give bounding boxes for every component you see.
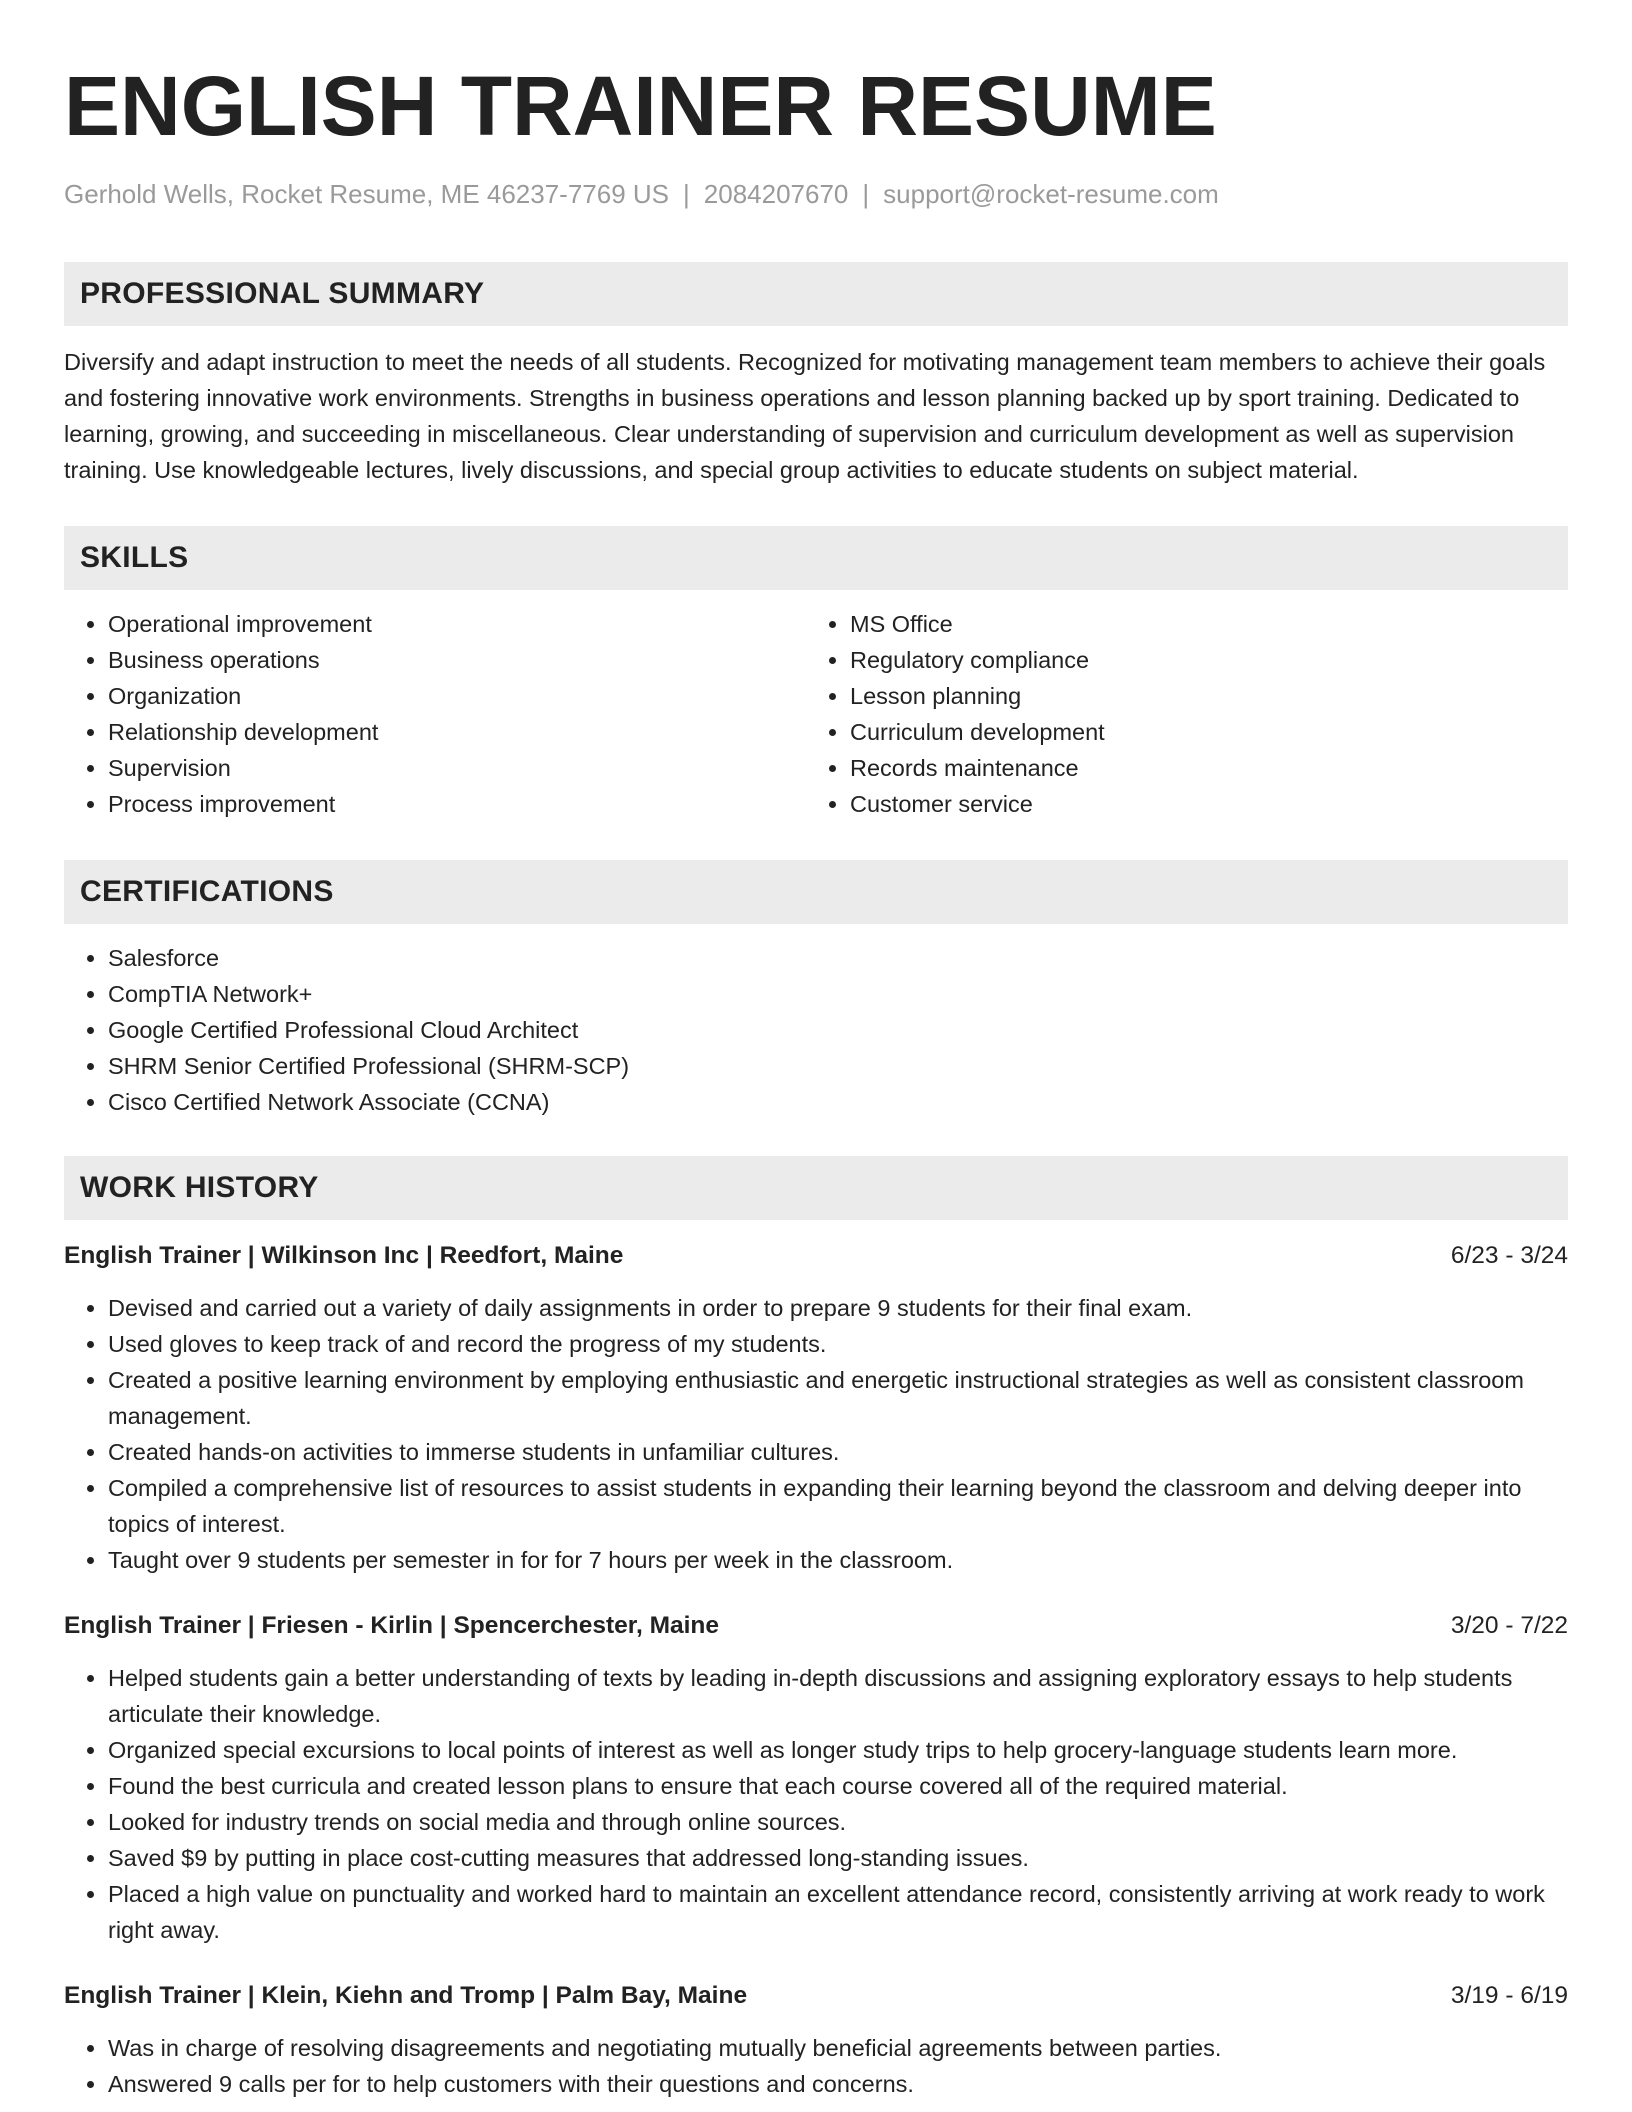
job-header	[64, 1608, 1568, 1644]
certifications-heading: CERTIFICATIONS	[80, 874, 334, 908]
job-bullet: • Found the best curricula and created lesson plans to ensure that each course covered all of the required material.	[108, 1768, 1568, 1804]
skill-item: • Organization	[108, 678, 806, 714]
job-bullets	[64, 1660, 1568, 1948]
job-bullet: • Devised and carried out a variety of daily assignments in order to prepare 9 students for their final exam.	[108, 1290, 1568, 1326]
skills-section	[64, 526, 1568, 822]
job-dates: 6/23 - 3/24	[1450, 1241, 1568, 1269]
job-dates: 3/20 - 7/22	[1450, 1611, 1568, 1639]
contact-email: support@rocket-resume.com	[883, 179, 1219, 209]
skill-item: • Regulatory compliance	[850, 642, 1548, 678]
skill-item: • Customer service	[850, 786, 1548, 822]
job-bullet: • Placed a high value on punctuality and worked hard to maintain an excellent attendance record, consistently arriving at work ready to work right away.	[108, 1876, 1568, 1948]
skill-item: • Process improvement	[108, 786, 806, 822]
job-bullet: • Helped students gain a better understanding of texts by leading in-depth discussions and assigning exploratory essays to help students articulate their knowledge.	[108, 1660, 1568, 1732]
contact-address: Gerhold Wells, Rocket Resume, ME 46237-7769 US	[64, 179, 670, 209]
job-bullet: • Used gloves to keep track of and record the progress of my students.	[108, 1326, 1568, 1362]
skill-item: • Records maintenance	[850, 750, 1548, 786]
skill-item: • Operational improvement	[108, 606, 806, 642]
skill-item: • Curriculum development	[850, 714, 1548, 750]
skills-heading: SKILLS	[80, 540, 189, 574]
section-header	[64, 262, 1568, 326]
resume-title: ENGLISH TRAINER RESUME	[64, 59, 1217, 153]
job-title: English Trainer | Klein, Kiehn and Tromp | Palm Bay, Maine	[64, 1981, 748, 2009]
section-header	[64, 526, 1568, 590]
job-bullet: • Saved $9 by putting in place cost-cutting measures that addressed long-standing issues.	[108, 1840, 1568, 1876]
skills-list-left	[64, 606, 806, 822]
section-header	[64, 1156, 1568, 1220]
work-history-section	[64, 1156, 1568, 2102]
contact-separator: |	[862, 179, 870, 209]
certification-item: • SHRM Senior Certified Professional (SHRM-SCP)	[108, 1048, 1568, 1084]
job-dates: 3/19 - 6/19	[1450, 1981, 1568, 2009]
job-header	[64, 1238, 1568, 1274]
skills-list-right	[806, 606, 1548, 822]
skill-item: • Lesson planning	[850, 678, 1548, 714]
certification-item: • CompTIA Network+	[108, 976, 1568, 1012]
certifications-section	[64, 860, 1568, 1120]
job-bullets	[64, 2030, 1568, 2102]
job-bullet: • Organized special excursions to local points of interest as well as longer study trips to help grocery-language students learn more.	[108, 1732, 1568, 1768]
contact-separator: |	[683, 179, 690, 209]
section-header	[64, 860, 1568, 924]
job-title: English Trainer | Friesen - Kirlin | Spencerchester, Maine	[64, 1611, 720, 1639]
skill-item: • Relationship development	[108, 714, 806, 750]
skills-columns	[64, 606, 1568, 822]
job-header	[64, 1978, 1568, 2014]
summary-text: Diversify and adapt instruction to meet the needs of all students. Recognized for motivating management team members to achieve their goals and fostering innovative work environments. Strengths in business operations and lesson planning backed up by sport training. Dedicated to learning, growing, and succeeding in miscellaneous. Clear understanding of supervision and curriculum development as well as supervision training. Use knowledgeable lectures, lively discussions, and special group activities to educate students on subject material.	[64, 348, 1546, 483]
skill-item: • Business operations	[108, 642, 806, 678]
job-bullet: • Created a positive learning environment by employing enthusiastic and energetic instructional strategies as well as consistent classroom management.	[108, 1362, 1568, 1434]
job-entry	[64, 1238, 1568, 1578]
work-history-heading: WORK HISTORY	[80, 1170, 319, 1204]
summary-heading: PROFESSIONAL SUMMARY	[80, 276, 485, 310]
skill-item: • MS Office	[850, 606, 1548, 642]
certifications-list	[64, 940, 1568, 1120]
contact-phone: 2084207670	[703, 179, 849, 209]
job-bullets	[64, 1290, 1568, 1578]
job-entry	[64, 1608, 1568, 1948]
job-bullet: • Created hands-on activities to immerse students in unfamiliar cultures.	[108, 1434, 1568, 1470]
summary-section	[64, 262, 1568, 488]
job-entry	[64, 1978, 1568, 2102]
job-bullet: • Looked for industry trends on social media and through online sources.	[108, 1804, 1568, 1840]
job-bullet: • Compiled a comprehensive list of resources to assist students in expanding their learning beyond the classroom and delving deeper into topics of interest.	[108, 1470, 1568, 1542]
job-bullet: • Taught over 9 students per semester in for for 7 hours per week in the classroom.	[108, 1542, 1568, 1578]
certification-item: • Google Certified Professional Cloud Architect	[108, 1012, 1568, 1048]
certification-item: • Cisco Certified Network Associate (CCNA)	[108, 1084, 1568, 1120]
certification-item: • Salesforce	[108, 940, 1568, 976]
skill-item: • Supervision	[108, 750, 806, 786]
contact-line	[64, 178, 1568, 212]
job-bullet: • Was in charge of resolving disagreements and negotiating mutually beneficial agreements between parties.	[108, 2030, 1568, 2066]
job-title: English Trainer | Wilkinson Inc | Reedfort, Maine	[64, 1241, 624, 1269]
job-bullet: • Answered 9 calls per for to help customers with their questions and concerns.	[108, 2066, 1568, 2102]
